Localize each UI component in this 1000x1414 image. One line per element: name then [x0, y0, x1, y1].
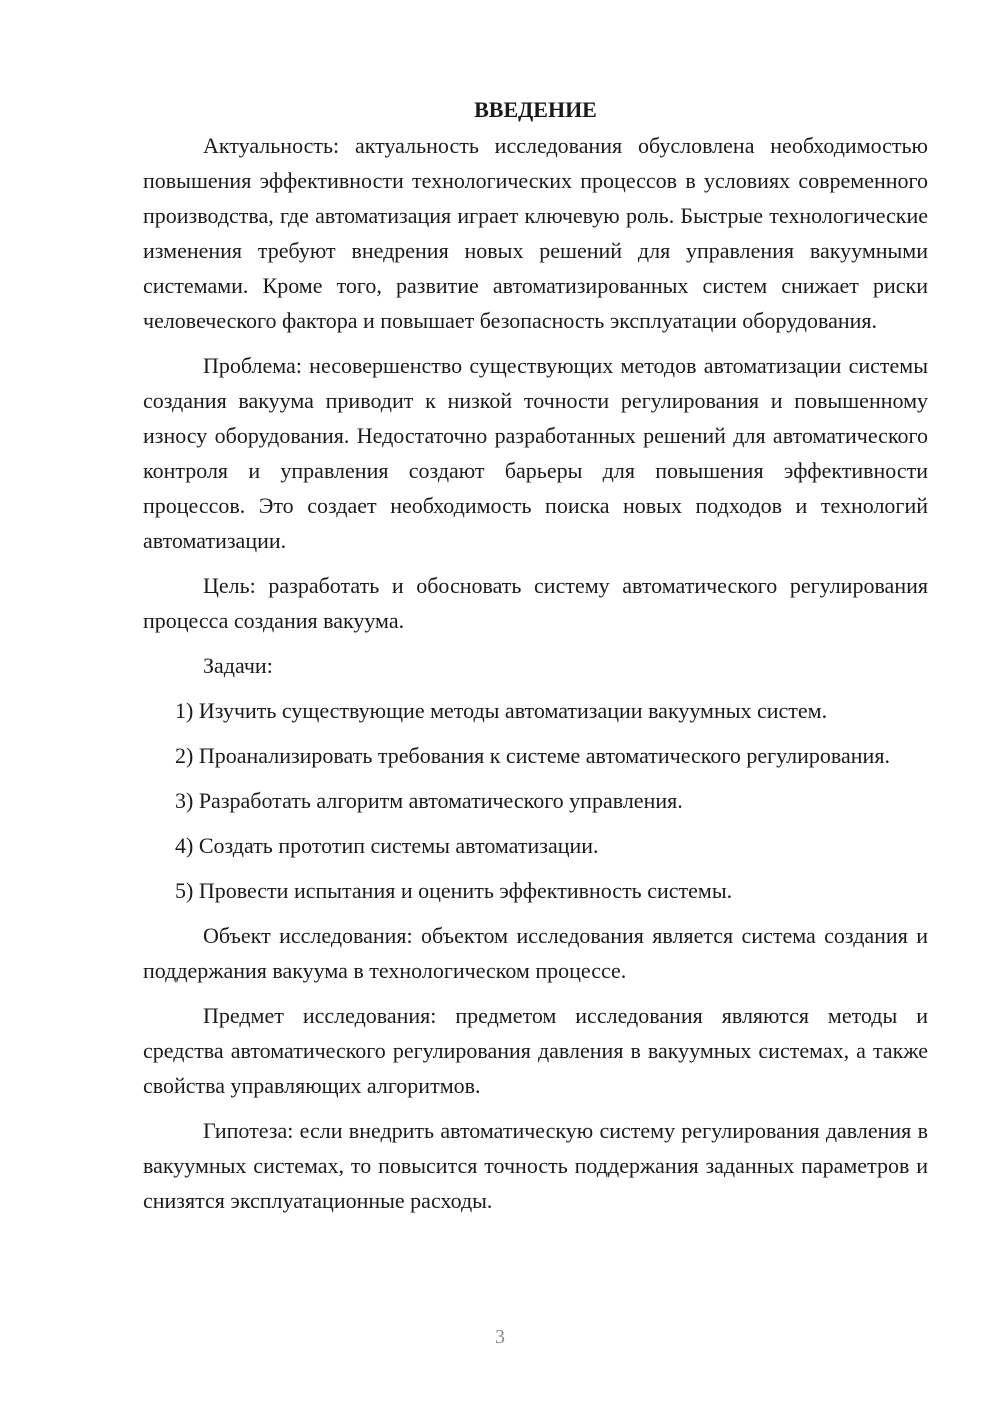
- task-item: 1) Изучить существующие методы автоматизации вакуумных систем.: [175, 698, 828, 723]
- task-item: 5) Провести испытания и оценить эффективность системы.: [175, 878, 733, 903]
- task-item: 3) Разработать алгоритм автоматического управления.: [175, 788, 683, 813]
- task-item: 4) Создать прототип системы автоматизации.: [175, 833, 599, 858]
- paragraph-relevance: Актуальность: актуальность исследования обусловлена необходимостью повышения эффективности технологических процессов в условиях современного производства, где автоматизация играет ключевую роль. Быстрые технологические изменения требуют внедрения новых решений для управления вакуумными системами. Кроме того, развитие автоматизированных систем снижает риски человеческого фактора и повышает безопасность эксплуатации оборудования.: [143, 133, 928, 333]
- paragraph-subject: Предмет исследования: предметом исследования являются методы и средства автоматического регулирования давления в вакуумных системах, а также свойства управляющих алгоритмов.: [143, 1003, 928, 1098]
- paragraph-hypothesis: Гипотеза: если внедрить автоматическую систему регулирования давления в вакуумных системах, то повысится точность поддержания заданных параметров и снизятся эксплуатационные расходы.: [143, 1118, 928, 1213]
- tasks-label: Задачи:: [203, 653, 273, 678]
- page-number: 3: [495, 1326, 505, 1348]
- paragraph-goal: Цель: разработать и обосновать систему автоматического регулирования процесса создания вакуума.: [143, 573, 928, 633]
- task-item: 2) Проанализировать требования к системе автоматического регулирования.: [175, 743, 890, 768]
- document-page: [143, 92, 928, 1218]
- paragraph-object: Объект исследования: объектом исследования является система создания и поддержания вакуума в технологическом процессе.: [143, 923, 928, 983]
- task-list: [143, 693, 928, 908]
- paragraph-problem: Проблема: несовершенство существующих методов автоматизации системы создания вакуума приводит к низкой точности регулирования и повышенному износу оборудования. Недостаточно разработанных решений для автоматического контроля и управления создают барьеры для повышения эффективности процессов. Это создает необходимость поиска новых подходов и технологий автоматизации.: [143, 353, 928, 553]
- section-heading: ВВЕДЕНИЕ: [474, 97, 597, 122]
